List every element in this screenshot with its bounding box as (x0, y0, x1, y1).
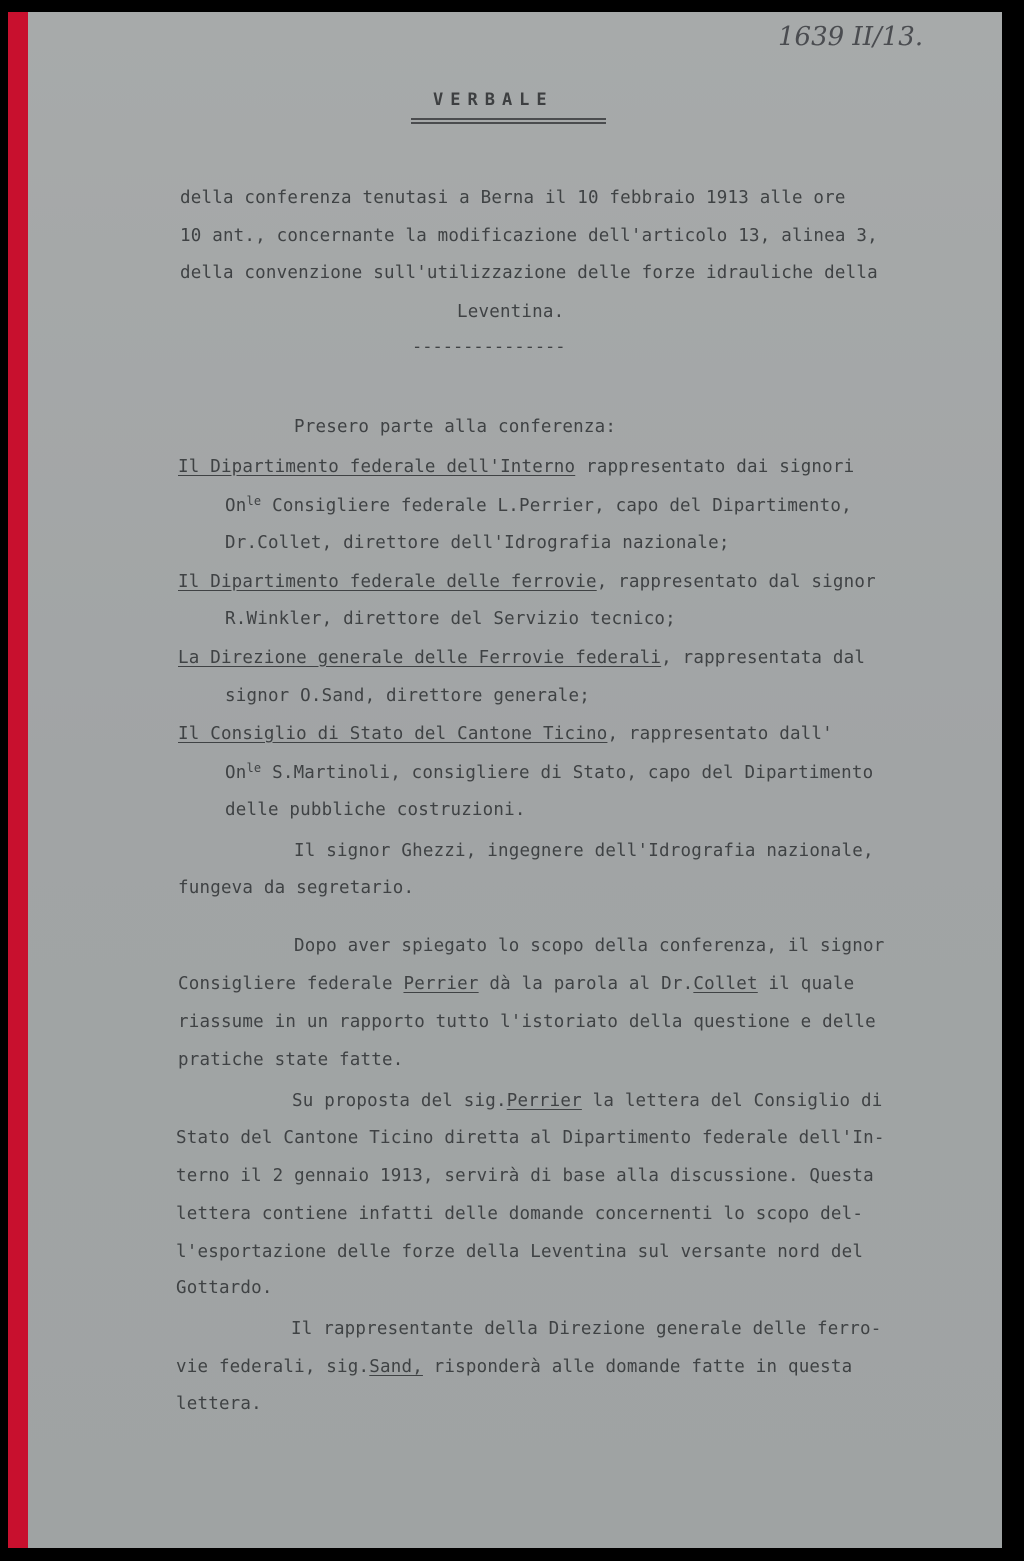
honorific-sup: le (246, 761, 262, 775)
participant-rest: , rappresentato dal signor (596, 572, 876, 592)
para3-line-2 (176, 1357, 852, 1377)
name-sand: Sand, (369, 1357, 423, 1377)
name-collet: Collet (693, 974, 758, 994)
para2-line-2: Stato del Cantone Ticino diretta al Dipartimento federale dell'In- (176, 1128, 885, 1148)
para2-line-3: terno il 2 gennaio 1913, servirà di base alla discussione. Questa (176, 1166, 874, 1186)
document-title: VERBALE (433, 90, 554, 110)
red-edge (8, 12, 28, 1548)
para1-line-4: pratiche state fatte. (178, 1050, 404, 1070)
name-perrier: Perrier (506, 1091, 582, 1111)
participants-heading: Presero parte alla conferenza: (294, 417, 617, 437)
document-page (8, 12, 1002, 1548)
participant-line-8 (178, 724, 833, 744)
honorific-sup: le (246, 494, 262, 508)
org-direzione: La Direzione generale delle Ferrovie federali (178, 648, 662, 668)
participant-line-5: R.Winkler, direttore del Servizio tecnico; (225, 609, 676, 629)
name-perrier: Perrier (403, 974, 479, 994)
org-interno: Il Dipartimento federale dell'Interno (178, 457, 576, 477)
secretary-line-1: Il signor Ghezzi, ingegnere dell'Idrografia nazionale, (294, 841, 874, 861)
text-span: Su proposta del sig. (292, 1091, 507, 1111)
participant-line-3: Dr.Collet, direttore dell'Idrografia nazionale; (225, 533, 730, 553)
org-ferrovie: Il Dipartimento federale delle ferrovie (178, 572, 597, 592)
org-consiglio: Il Consiglio di Stato del Cantone Ticino (178, 724, 608, 744)
para1-line-1: Dopo aver spiegato lo scopo della conferenza, il signor (294, 936, 885, 956)
participant-line-10: delle pubbliche costruzioni. (225, 800, 526, 820)
participant-line-9 (225, 761, 873, 783)
title-underline-2 (411, 122, 606, 124)
secretary-line-2: fungeva da segretario. (178, 878, 415, 898)
participant-rest: , rappresentato dall' (607, 724, 833, 744)
para2-line-4: lettera contiene infatti delle domande concernenti lo scopo del- (176, 1204, 864, 1224)
para1-line-3: riassume in un rapporto tutto l'istoriato della questione e delle (178, 1012, 876, 1032)
text-span: risponderà alle domande fatte in questa (422, 1357, 853, 1377)
participant-line-6 (178, 648, 865, 668)
title-underline-1 (411, 118, 606, 120)
para2-line-1 (292, 1091, 882, 1111)
para1-line-2 (178, 974, 854, 994)
text-span: dà la parola al Dr. (478, 974, 694, 994)
para2-line-6: Gottardo. (176, 1278, 273, 1298)
participant-line-4 (178, 572, 876, 592)
participant-text: Consigliere federale L.Perrier, capo del Dipartimento, (272, 496, 852, 516)
text-span: vie federali, sig. (176, 1357, 370, 1377)
para3-line-3: lettera. (176, 1394, 262, 1414)
participant-text: S.Martinoli, consigliere di Stato, capo del Dipartimento (272, 763, 874, 783)
text-span: la lettera del Consiglio di (581, 1091, 883, 1111)
text-span: il quale (757, 974, 855, 994)
participant-rest: , rappresentata dal (661, 648, 866, 668)
participant-line-2 (225, 494, 852, 516)
honorific: On (225, 763, 247, 783)
para3-line-1: Il rappresentante della Direzione generale delle ferro- (291, 1319, 882, 1339)
intro-line-1: della conferenza tenutasi a Berna il 10 febbraio 1913 alle ore (180, 188, 846, 208)
separator-dashes: --------------- (412, 337, 566, 357)
text-span: Consigliere federale (178, 974, 404, 994)
intro-line-3: della convenzione sull'utilizzazione delle forze idrauliche della (180, 263, 878, 283)
intro-line-2: 10 ant., concernante la modificazione dell'articolo 13, alinea 3, (180, 226, 878, 246)
participant-line-7: signor O.Sand, direttore generale; (225, 686, 591, 706)
participant-rest: rappresentato dai signori (575, 457, 855, 477)
participant-line-1 (178, 457, 854, 477)
honorific: On (225, 496, 247, 516)
intro-line-4: Leventina. (457, 302, 565, 322)
para2-line-5: l'esportazione delle forze della Leventina sul versante nord del (176, 1242, 864, 1262)
archive-reference: 1639 II/13. (778, 22, 924, 52)
